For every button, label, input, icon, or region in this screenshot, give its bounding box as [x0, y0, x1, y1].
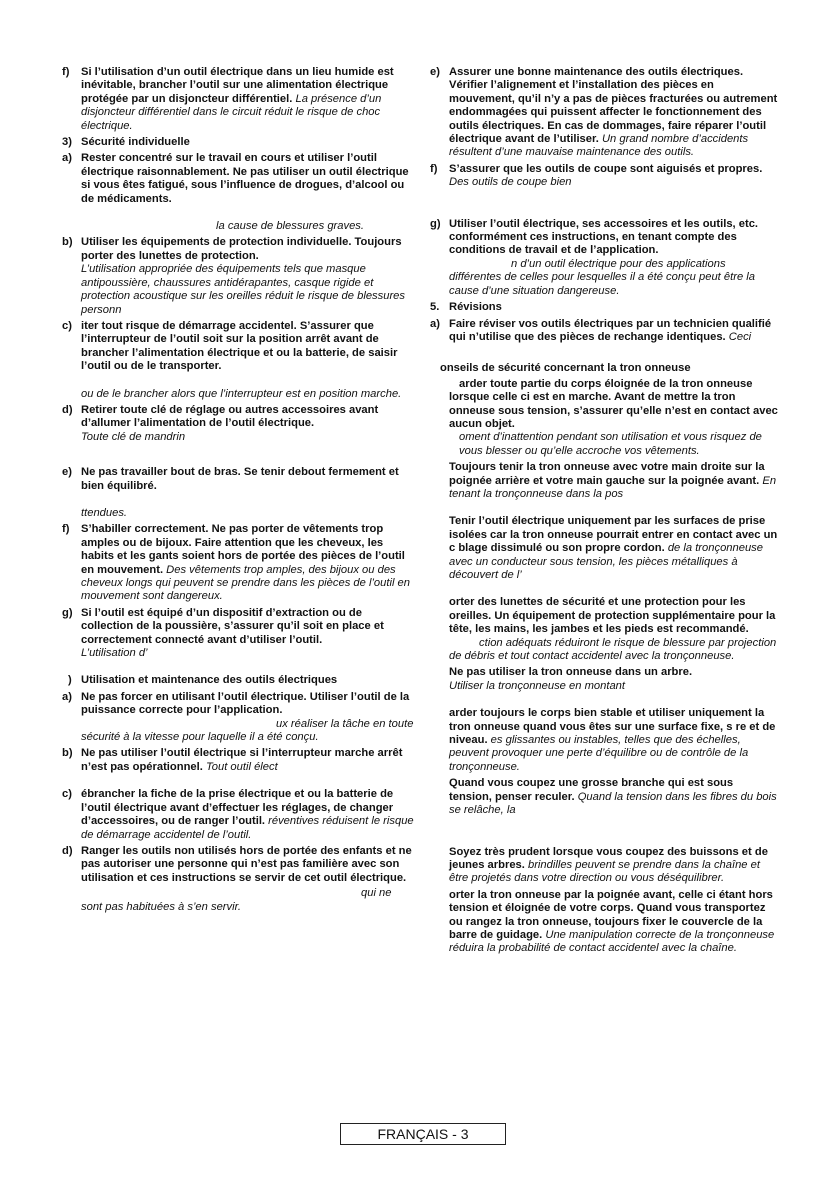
rule-label: c)	[62, 788, 72, 801]
rule-left-a-force	[62, 691, 414, 745]
rule-bold-text: Toujours tenir la tron onneuse avec votre main droite sur la poignée arrière et votre main gauche sur la poignée avant.	[449, 461, 765, 487]
rule-right-f-sharp	[430, 163, 778, 190]
rule-bold-text: Assurer une bonne maintenance des outils électriques. Vérifier l’alignement et l’installation des pièces en mouvement, qu’il n’y a pas de pièces fracturées ou autrement endommagées qui puissent affecter le fonctionnement des outils électriques. En cas de dommages, faire réparer l’outil électrique avant de l’utiliser.	[449, 66, 778, 146]
page-footer-label: FRANÇAIS - 3	[340, 1123, 506, 1145]
rule-left-g-dust	[62, 607, 414, 661]
rule-label: e)	[62, 466, 72, 479]
chainsaw-rule-branch	[430, 777, 778, 817]
rule-italic-text: Des vêtements trop amples, des bijoux ou des cheveux longs qui peuvent se prendre dans les pièces de l’outil en mouvement sont dangereux.	[81, 563, 411, 603]
rule-italic-text: brindilles peuvent se prendre dans la chaîne et être projetés dans votre direction ou vous déséquilibrer.	[449, 858, 760, 885]
rule-bold-text: S’habiller correctement. Ne pas porter de vêtements trop amples ou de bijoux. Faire attention que les cheveux, les habits et les gants soient hors de portée des pièces de l’outil en mouvement.	[81, 523, 405, 576]
rule-bold-text: Ne pas utiliser la tron onneuse dans un arbre.	[449, 666, 693, 679]
chainsaw-rule-bushes	[430, 846, 778, 886]
rule-italic-text: réventives réduisent le risque de démarrage accidentel de l’outil.	[81, 815, 414, 841]
rule-italic-text: Tout outil élect	[205, 760, 278, 773]
rule-label: b)	[62, 747, 73, 760]
rule-left-f-dress	[62, 523, 414, 603]
chainsaw-rule-hold	[430, 461, 778, 501]
rule-label: g)	[62, 606, 73, 619]
rule-bold-text: Si l’utilisation d’un outil électrique dans un lieu humide est inévitable, brancher l’outil sur une alimentation électrique protégée par un disjoncteur différentiel.	[81, 66, 394, 105]
rule-italic-text: L’utilisation d’	[81, 647, 148, 660]
rule-italic-text: ou de le brancher alors que l’interrupteur est en position marche.	[81, 387, 402, 400]
rule-italic-text: ux réaliser la tâche en toute sécurité à la vitesse pour laquelle il a été conçu.	[81, 717, 414, 744]
rule-italic-text: Un grand nombre d’accidents résultent d’une mauvaise maintenance des outils.	[449, 133, 749, 159]
rule-bold-text: Utiliser l’outil électrique, ses accessoires et les outils, etc. conformément ces instructions, en tenant compte des conditions de travail et de l’application.	[449, 217, 759, 257]
rule-left-e-stance	[62, 466, 414, 520]
chainsaw-rule-insulated	[430, 515, 778, 582]
rule-bold-text: S’assurer que les outils de coupe sont aiguisés et propres.	[449, 162, 763, 175]
section-title: Révisions	[449, 301, 502, 314]
rule-italic-text: Une manipulation correcte de la tronçonneuse réduira la probabilité de contact accidentel avec la chaîne.	[449, 928, 775, 955]
section-label: 5.	[430, 301, 440, 314]
rule-italic-text: la cause de blessures graves.	[216, 220, 365, 233]
chainsaw-rule-tree	[430, 666, 778, 693]
rule-bold-text: orter la tron onneuse par la poignée avant, celle ci étant hors tension et éloignée de votre corps. Quand vous transportez ou rangez la tron onneuse, toujours fixer le couvercle de la barre de guidage.	[449, 888, 773, 941]
rule-italic-text: Des outils de coupe bien	[449, 176, 572, 189]
chainsaw-rule-keep-away	[430, 378, 778, 458]
chainsaw-rule-stance	[430, 707, 778, 774]
rule-label: e)	[430, 66, 440, 78]
rule-italic-text: La présence d’un disjoncteur différentiel dans le circuit réduit le risque de choc électrique.	[81, 92, 382, 132]
rule-left-b-switch	[62, 747, 414, 774]
rule-left-c-unplug	[62, 788, 414, 842]
rule-bold-text: Tenir l’outil électrique uniquement par les surfaces de prise isolées car la tron onneuse pourrait entrer en contact avec un c blage dissimulé ou son propre cordon.	[449, 515, 778, 555]
rule-italic-text: L’utilisation appropriée des équipements tels que masque antipoussière, chaussures antidérapantes, casque rigide et protection acoustique sur les oreilles réduit le risque de blessures personn	[81, 263, 405, 316]
rule-label: a)	[430, 317, 440, 330]
rule-bold-text: iter tout risque de démarrage accidentel. S’assurer que l’interrupteur de l’outil soit sur la position arrêt avant de brancher l’alimentation électrique et ou la batterie, de saisir l’outil ou de le transporter.	[81, 319, 398, 373]
left-column	[62, 66, 414, 917]
rule-bold-text: Retirer toute clé de réglage ou autres accessoires avant d’allumer l’alimentation de l’outil électrique.	[81, 403, 379, 430]
rule-label: c)	[62, 319, 72, 332]
rule-italic-text: Ceci	[728, 330, 752, 343]
rule-right-a-technician	[430, 318, 778, 345]
rule-label: d)	[62, 403, 73, 416]
rule-label: g)	[430, 217, 441, 230]
rule-italic-text: n d’un outil électrique pour des applications différentes de celles pour lesquelles il a été conçu peut être la cause d’une situation dangereuse.	[449, 257, 755, 297]
rule-label: b)	[62, 236, 73, 249]
rule-italic-text: Utiliser la tronçonneuse en montant	[449, 679, 625, 692]
rule-bold-text: Soyez très prudent lorsque vous coupez des buissons et de jeunes arbres.	[449, 845, 768, 871]
section-title: Utilisation et maintenance des outils électriques	[81, 674, 338, 687]
rule-left-d-store	[62, 845, 414, 914]
rule-italic-text: En tenant la tronçonneuse dans la pos	[449, 474, 777, 500]
rule-bold-text: Utiliser les équipements de protection individuelle. Toujours porter des lunettes de protection.	[81, 236, 402, 262]
chainsaw-rule-goggles	[430, 596, 778, 663]
rule-bold-text: Quand vous coupez une grosse branche qui est sous tension, penser reculer.	[449, 777, 734, 803]
rule-left-d-key	[62, 404, 414, 444]
rule-label: a)	[62, 152, 72, 165]
right-column	[430, 66, 778, 959]
section-personal-safety	[62, 136, 414, 149]
rule-bold-text: Ne pas travailler bout de bras. Se tenir debout fermement et bien équilibré.	[81, 466, 399, 492]
rule-label: d)	[62, 844, 73, 857]
rule-italic-text: Toute clé de mandrin	[81, 430, 186, 443]
rule-bold-text: ébrancher la fiche de la prise électrique et ou la batterie de l’outil électrique avant d’effectuer les réglages, de changer d’accessoires, ou de ranger l’outil.	[81, 788, 394, 828]
rule-left-b-ppe	[62, 236, 414, 316]
rule-bold-text: Faire réviser vos outils électriques par un technicien qualifié qui n’utilise que des pièces de rechange identiques.	[449, 317, 772, 343]
rule-label: a)	[62, 690, 72, 703]
rule-italic-text: oment d’inattention pendant son utilisation et vous risquez de vous blesser ou qu’elle accroche vos vêtements.	[459, 431, 762, 457]
rule-bold-text: arder toujours le corps bien stable et utiliser uniquement la tron onneuse quand vous êtes sur une surface fixe, s re et de niveau.	[449, 707, 776, 747]
chainsaw-section-heading: onseils de sécurité concernant la tron onneuse	[440, 362, 691, 375]
rule-right-g-conform	[430, 218, 778, 298]
rule-label: f)	[62, 66, 70, 78]
section-revisions	[430, 301, 778, 314]
section-label: )	[68, 674, 72, 687]
rule-italic-text: es glissantes ou instables, telles que des échelles, peuvent provoquer une perte d’équilibre ou de contrôle de la tronçonneuse.	[449, 734, 749, 773]
rule-bold-text: arder toute partie du corps éloignée de la tron onneuse lorsque celle ci est en marche. Avant de mettre la tron onneuse sous tension, s’assurer qu’elle n’est en contact avec aucun objet.	[449, 377, 778, 430]
rule-bold-text: orter des lunettes de sécurité et une protection pour les oreilles. Un équipement de protection supplémentaire pour la tête, les mains, les jambes et les pieds est recommandé.	[449, 596, 776, 636]
rule-italic-text: qui ne sont pas habituées à s’en servir.	[81, 887, 392, 913]
rule-left-c-start	[62, 320, 414, 401]
section-title: Sécurité individuelle	[81, 136, 190, 149]
rule-label: f)	[62, 523, 70, 536]
rule-bold-text: Ne pas utiliser l’outil électrique si l’interrupteur marche arrêt n’est pas opérationnel.	[81, 747, 403, 773]
rule-italic-text: ttendues.	[81, 506, 128, 519]
rule-right-e-maintenance	[430, 66, 778, 160]
rule-left-f-wet	[62, 66, 414, 133]
rule-bold-text: Ranger les outils non utilisés hors de portée des enfants et ne pas autoriser une personne qui n’est pas familière avec son utilisation et ces instructions se servir de cet outil électrique.	[81, 844, 412, 884]
rule-bold-text: Ne pas forcer en utilisant l’outil électrique. Utiliser l’outil de la puissance correcte pour l’application.	[81, 690, 410, 717]
chainsaw-rule-carry	[430, 889, 778, 956]
section-label: 3)	[62, 136, 72, 149]
rule-bold-text: Rester concentré sur le travail en cours et utiliser l’outil électrique raisonnablement. Ne pas utiliser un outil électrique si vous êtes fatigué, sous l’influence de drogues, d’alcool ou de médicaments.	[81, 152, 409, 205]
section-tool-use	[62, 674, 414, 687]
rule-label: f)	[430, 162, 438, 175]
rule-italic-text: ction adéquats réduiront le risque de blessure par projection de débris et tout contact accidentel avec la tronçonneuse.	[449, 636, 777, 663]
rule-italic-text: Quand la tension dans les fibres du bois se relâche, la	[449, 790, 777, 817]
rule-left-a-focus	[62, 152, 414, 233]
rule-bold-text: Si l’outil est équipé d’un dispositif d’extraction ou de collection de la poussière, s’assurer qu’il soit en place et correctement connecté avant d’utiliser l’outil.	[81, 606, 384, 646]
rule-italic-text: de la tronçonneuse avec un conducteur sous tension, les pièces métalliques à découvert de l’	[449, 542, 763, 581]
